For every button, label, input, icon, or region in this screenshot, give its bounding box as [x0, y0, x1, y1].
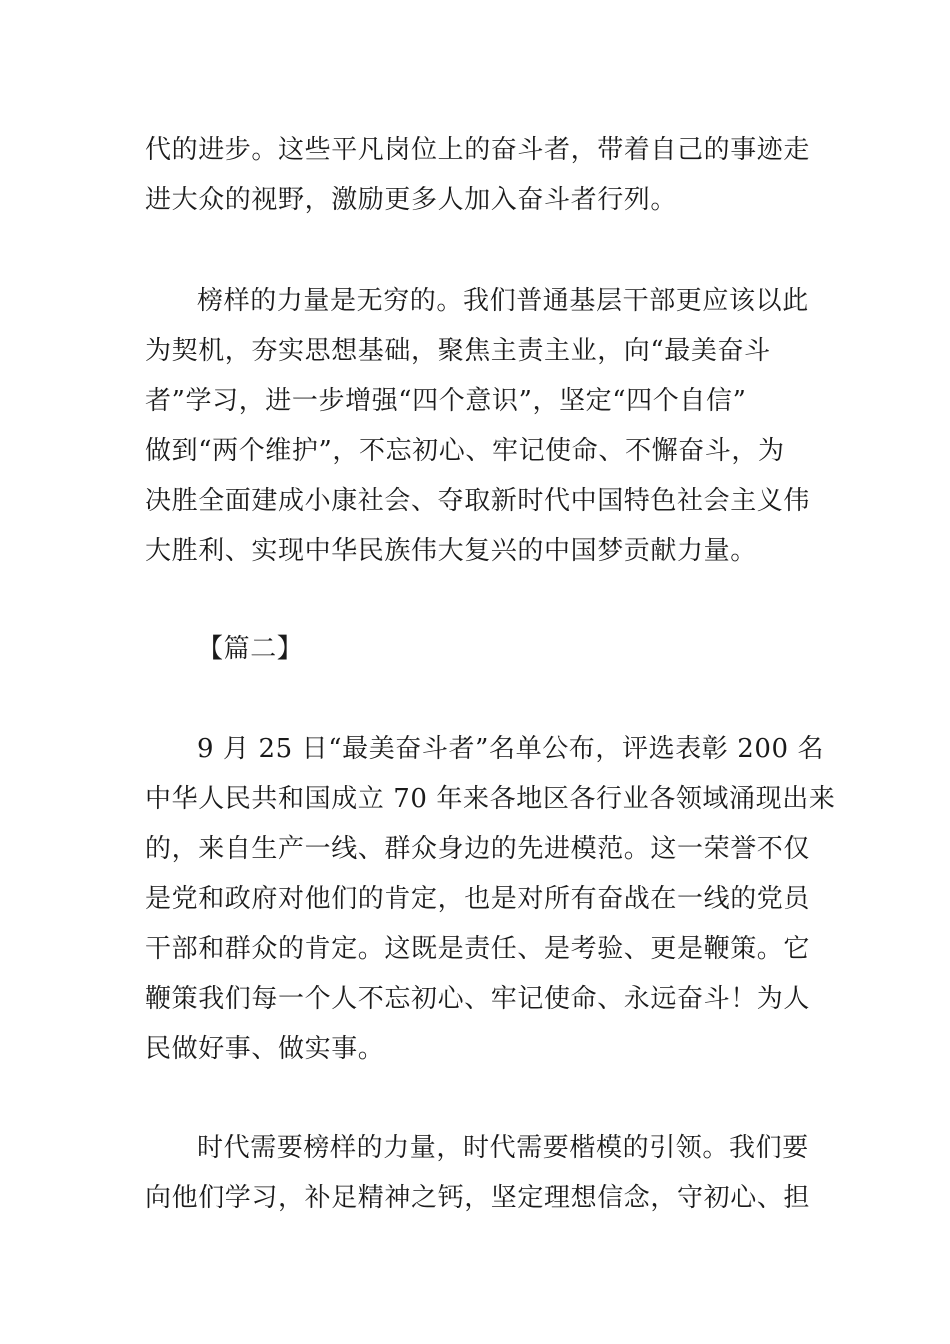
- paragraph-line: 的，来自生产一线、群众身边的先进模范。这一荣誉不仅: [145, 834, 811, 864]
- section-heading: 【篇二】: [197, 634, 304, 664]
- paragraph-line: 是党和政府对他们的肯定，也是对所有奋战在一线的党员: [145, 884, 811, 914]
- paragraph-line: 者”学习，进一步增强“四个意识”，坚定“四个自信”: [145, 386, 747, 416]
- paragraph-line: 进大众的视野，激励更多人加入奋斗者行列。: [145, 185, 678, 215]
- paragraph-line: 大胜利、实现中华民族伟大复兴的中国梦贡献力量。: [145, 536, 757, 566]
- paragraph-line: 代的进步。这些平凡岗位上的奋斗者，带着自己的事迹走: [145, 135, 811, 165]
- paragraph-line: 榜样的力量是无穷的。我们普通基层干部更应该以此: [197, 286, 809, 316]
- paragraph-line: 时代需要榜样的力量，时代需要楷模的引领。我们要: [197, 1133, 809, 1163]
- paragraph-line: 做到“两个维护”，不忘初心、牢记使命、不懈奋斗，为: [145, 436, 785, 466]
- paragraph-line: 决胜全面建成小康社会、夺取新时代中国特色社会主义伟: [145, 486, 811, 516]
- paragraph-line: 9 月 25 日“最美奋斗者”名单公布，评选表彰 200 名: [197, 734, 825, 764]
- paragraph-line: 鞭策我们每一个人不忘初心、牢记使命、永远奋斗！为人: [145, 984, 811, 1014]
- paragraph-line: 干部和群众的肯定。这既是责任、是考验、更是鞭策。它: [145, 934, 811, 964]
- paragraph-line: 中华人民共和国成立 70 年来各地区各行业各领域涌现出来: [145, 784, 836, 814]
- paragraph-line: 向他们学习，补足精神之钙，坚定理想信念，守初心、担: [145, 1183, 811, 1213]
- paragraph-line: 为契机，夯实思想基础，聚焦主责主业，向“最美奋斗: [145, 336, 771, 366]
- paragraph-line: 民做好事、做实事。: [145, 1034, 385, 1064]
